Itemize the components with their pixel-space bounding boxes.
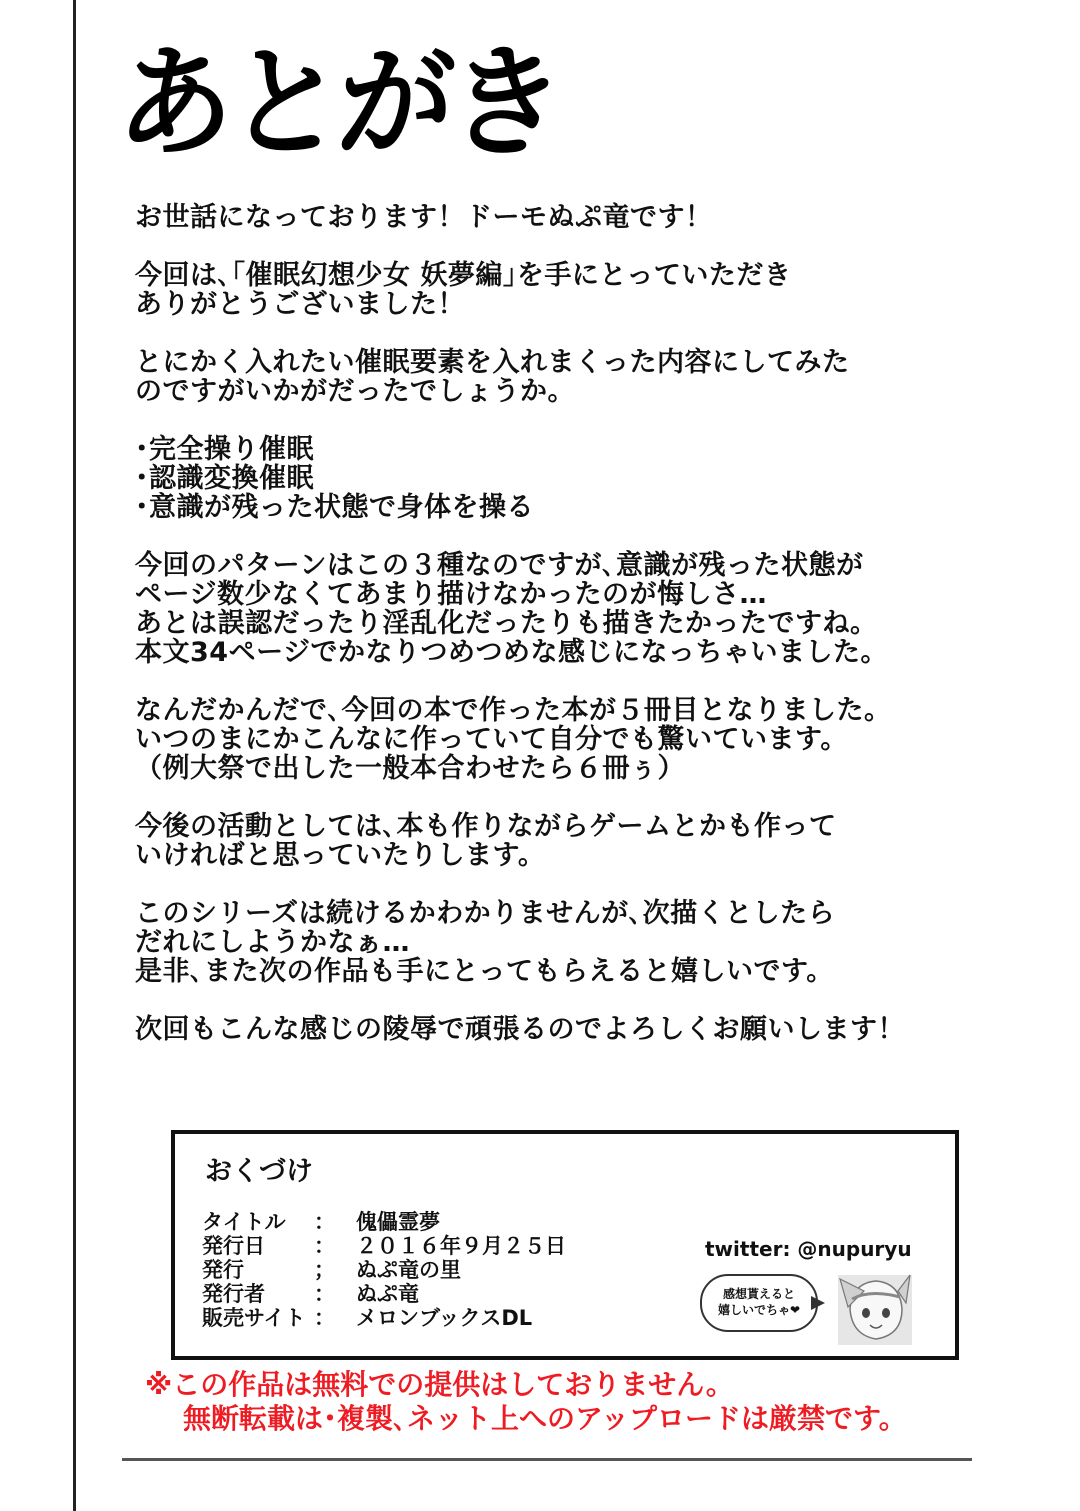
text-line: だれにしようかなぁ… [135,927,410,958]
colophon-separator: ： [314,1306,335,1330]
text-line: あとは誤認だったり淫乱化だったりも描きたかったですね。 [135,608,878,639]
page-title: あとがき [113,31,563,175]
paragraph-patterns [135,551,965,667]
colophon-value: ぬぷ竜 [356,1282,419,1306]
colophon-key: 販売サイト [202,1306,306,1330]
bottom-divider [122,1458,972,1461]
colophon-key: 発行者 [202,1282,265,1306]
text-line: のですがいかがだったでしょうか。 [135,376,575,407]
heart-icon: ❤ [789,1303,801,1317]
avatar-eye-right [882,1308,890,1318]
notice-line: 無断転載は･複製､ネット上へのアップロードは厳禁です。 [183,1402,907,1435]
text-line: 本文34ページでかなりつめつめな感じになっちゃいました。 [135,637,889,668]
text-line: ありがとうございました！ [135,289,465,320]
colophon-row-publisher [202,1258,566,1282]
colophon-key: 発行日 [202,1234,265,1258]
list-item: ･完全操り催眠 [135,434,314,465]
paragraph-thanks [135,261,965,319]
colophon-row-date [202,1234,566,1258]
text-line: とにかく入れたい催眠要素を入れまくった内容にしてみた [135,347,850,378]
bubble-text: 感想貰えると [722,1287,795,1301]
colophon-value: 傀儡霊夢 [356,1210,440,1234]
paragraph-greeting [135,203,965,232]
text-line: なんだかんだで､今回の本で作った本が５冊目となりました。 [135,695,892,726]
colophon-row-shop [202,1306,566,1330]
twitter-handle: twitter: @nupuryu [705,1237,912,1261]
colophon-separator: ； [314,1258,335,1282]
colophon-value: メロンブックスDL [356,1306,533,1330]
text-line: いければと思っていたりします。 [135,840,546,871]
speech-bubble [700,1274,818,1332]
paragraph-closing [135,1015,965,1044]
text-line: 次回もこんな感じの陵辱で頑張るのでよろしくお願いします！ [135,1014,905,1045]
colophon-heading: おくづけ [205,1156,313,1187]
colophon-box [171,1130,959,1360]
text-line: 今回のパターンはこの３種なのですが､意識が残った状態が [135,550,864,581]
paragraph-future [135,812,965,870]
text-line: ページ数少なくてあまり描けなかったのが悔しさ… [135,579,767,610]
colophon-value: ２０１６年９月２５日 [356,1234,566,1258]
colophon-value: ぬぷ竜の里 [356,1258,461,1282]
colophon-row-title [202,1210,566,1234]
speech-bubble-tail [811,1296,825,1310]
paragraph-content [135,348,965,406]
text-line: お世話になっております！ドーモぬぷ竜です！ [135,202,713,233]
colophon-separator: ： [314,1234,335,1258]
text-line: （例大祭で出した一般本合わせたら６冊ぅ） [135,753,685,784]
colophon-separator: ： [314,1210,335,1234]
page-gutter-line [73,0,76,1511]
author-avatar-illustration [830,1269,915,1347]
paragraph-list [135,435,965,522]
text-line: いつのまにかこんなに作っていて自分でも驚いています。 [135,724,848,755]
afterword-body [135,203,965,1073]
notice-line: ※この作品は無料での提供はしておりません。 [145,1368,734,1401]
colophon-key: タイトル [202,1210,286,1234]
colophon-separator: ： [314,1282,335,1306]
text-line: 是非､また次の作品も手にとってもらえると嬉しいです。 [135,956,834,987]
bubble-text: 嬉しいでちゃ [717,1303,790,1317]
colophon-key: 発行 [202,1258,244,1282]
paragraph-series [135,899,965,986]
colophon-table [202,1210,566,1330]
copyright-notice [145,1368,907,1436]
list-item: ･意識が残った状態で身体を操る [135,492,534,523]
text-line: このシリーズは続けるかわかりませんが､次描くとしたら [135,898,836,929]
text-line: 今回は､｢催眠幻想少女 妖夢編｣を手にとっていただき [135,260,792,291]
text-line: 今後の活動としては､本も作りながらゲームとかも作って [135,811,837,842]
avatar-eye-left [862,1308,870,1318]
paragraph-fifth-book [135,696,965,783]
list-item: ･認識変換催眠 [135,463,314,494]
colophon-row-author [202,1282,566,1306]
